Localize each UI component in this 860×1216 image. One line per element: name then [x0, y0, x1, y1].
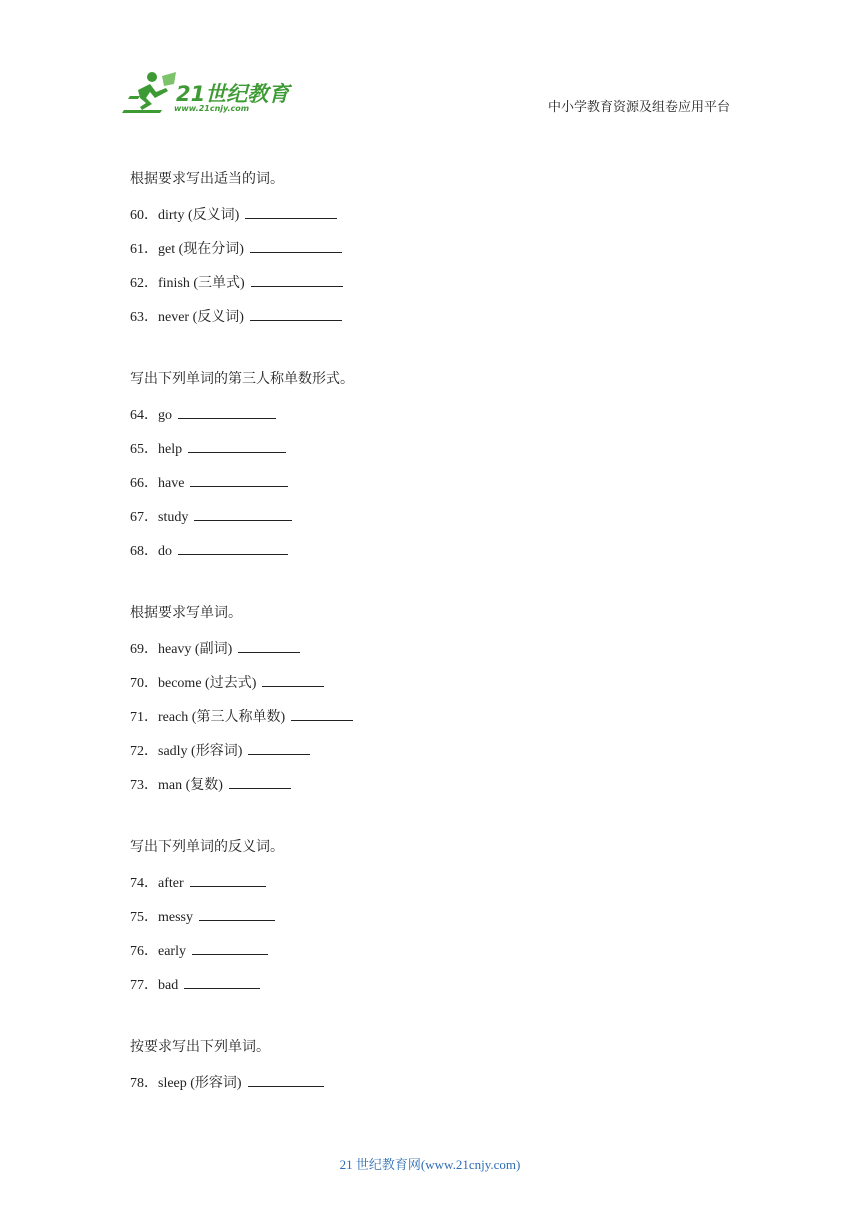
answer-blank[interactable] — [238, 638, 300, 653]
question-text: 74．after — [130, 876, 184, 891]
question-item — [130, 672, 750, 692]
section — [130, 170, 750, 326]
question-text: 68．do — [130, 544, 172, 559]
question-text: 76．early — [130, 944, 186, 959]
question-item — [130, 238, 750, 258]
section-title: 根据要求写单词。 — [130, 606, 242, 621]
question-item — [130, 540, 750, 560]
question-text: 70．become (过去式) — [130, 676, 257, 691]
question-item — [130, 472, 750, 492]
answer-blank[interactable] — [245, 204, 337, 219]
answer-blank[interactable] — [188, 438, 286, 453]
question-item — [130, 774, 750, 794]
section — [130, 838, 750, 994]
question-text: 62．finish (三单式) — [130, 276, 245, 291]
question-item — [130, 306, 750, 326]
answer-blank[interactable] — [199, 906, 275, 921]
question-item — [130, 1072, 750, 1092]
question-item — [130, 404, 750, 424]
question-text: 67．study — [130, 510, 189, 525]
page-footer[interactable]: 21 世纪教育网(www.21cnjy.com) — [339, 1157, 521, 1172]
header-tagline: 中小学教育资源及组卷应用平台 — [547, 99, 730, 114]
section-title: 按要求写出下列单词。 — [130, 1040, 270, 1055]
question-text: 78．sleep (形容词) — [130, 1076, 242, 1091]
answer-blank[interactable] — [248, 740, 310, 755]
answer-blank[interactable] — [178, 404, 276, 419]
site-logo[interactable] — [122, 70, 292, 118]
question-item — [130, 204, 750, 224]
question-text: 75．messy — [130, 910, 193, 925]
question-text: 71．reach (第三人称单数) — [130, 710, 286, 725]
answer-blank[interactable] — [262, 672, 324, 687]
answer-blank[interactable] — [190, 472, 288, 487]
section — [130, 604, 750, 794]
answer-blank[interactable] — [250, 306, 342, 321]
answer-blank[interactable] — [229, 774, 291, 789]
page-header — [0, 0, 860, 130]
section — [130, 370, 750, 560]
question-text: 66．have — [130, 476, 185, 491]
question-item — [130, 906, 750, 926]
question-item — [130, 740, 750, 760]
question-text: 77．bad — [130, 978, 179, 993]
question-item — [130, 438, 750, 458]
answer-blank[interactable] — [184, 974, 260, 989]
question-item — [130, 506, 750, 526]
answer-blank[interactable] — [178, 540, 288, 555]
question-item — [130, 638, 750, 658]
answer-blank[interactable] — [192, 940, 268, 955]
answer-blank[interactable] — [251, 272, 343, 287]
question-item — [130, 872, 750, 892]
worksheet-content — [130, 170, 750, 1106]
section-title: 写出下列单词的第三人称单数形式。 — [130, 372, 354, 387]
question-text: 73．man (复数) — [130, 778, 223, 793]
logo-text: 21世纪教育 — [176, 82, 290, 106]
question-text: 64．go — [130, 408, 172, 423]
logo-url: www.21cnjy.com — [174, 104, 250, 113]
runner-logo-icon — [122, 70, 178, 114]
section-title: 写出下列单词的反义词。 — [130, 840, 284, 855]
answer-blank[interactable] — [291, 706, 353, 721]
question-item — [130, 974, 750, 994]
answer-blank[interactable] — [190, 872, 266, 887]
section — [130, 1038, 750, 1092]
question-text: 72．sadly (形容词) — [130, 744, 243, 759]
question-text: 60．dirty (反义词) — [130, 208, 240, 223]
question-text: 69．heavy (副词) — [130, 642, 233, 657]
question-text: 61．get (现在分词) — [130, 242, 244, 257]
question-item — [130, 706, 750, 726]
question-text: 63．never (反义词) — [130, 310, 244, 325]
question-item — [130, 272, 750, 292]
answer-blank[interactable] — [248, 1072, 324, 1087]
answer-blank[interactable] — [250, 238, 342, 253]
answer-blank[interactable] — [194, 506, 292, 521]
question-item — [130, 940, 750, 960]
section-title: 根据要求写出适当的词。 — [130, 172, 284, 187]
question-text: 65．help — [130, 442, 183, 457]
